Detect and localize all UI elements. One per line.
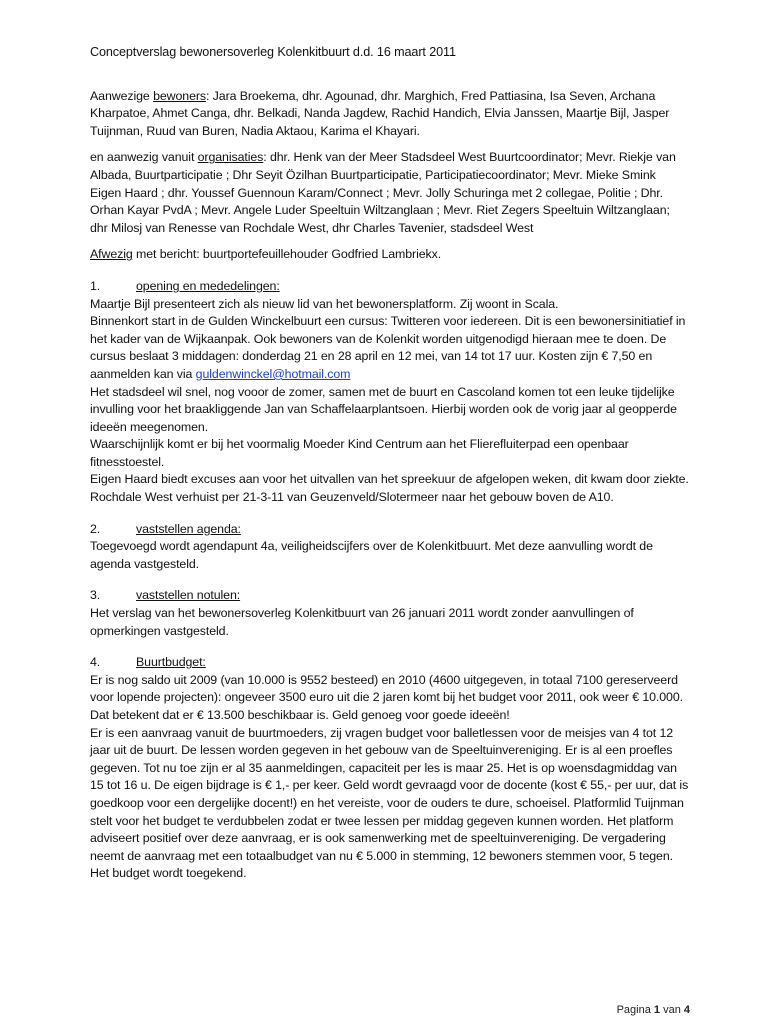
paragraph: Er is nog saldo uit 2009 (van 10.000 is 9552 besteed) en 2010 (4600 uitgegeven, in totaal 7100 gereserveerd voor lopende projecten): ongeveer 3500 euro uit die 2 jaren komt bij het budget voor 2011, ook weer € 10.000. Dat betekent dat er € 13.500 beschikbaar is. Geld genoeg voor goede ideeën! [90,672,683,722]
section-heading [90,654,690,672]
organisations-prefix: en aanwezig vanuit [90,150,198,165]
footer-page-total: 4 [683,1004,690,1016]
section-number: 3. [90,588,101,603]
paragraph: Toegevoegd wordt agendapunt 4a, veiligheidscijfers over de Kolenkitbuurt. Met deze aanvulling wordt de agenda vastgesteld. [90,539,653,571]
attendees-prefix: Aanwezige [90,88,154,103]
absent-text: met bericht: buurtportefeuillehouder Godfried Lambriekx. [132,247,442,262]
section-title: opening en mededelingen [136,278,277,293]
section-title: vaststellen agenda [136,521,238,536]
absent-label: Afwezig [90,247,133,262]
section-body [90,672,690,883]
section-number: 1. [90,278,101,293]
section-heading [90,278,690,296]
paragraph: Waarschijnlijk komt er bij het voormalig Moeder Kind Centrum aan het Flierefluiterpad een openbaar fitnesstoestel. [90,437,629,469]
paragraph: Maartje Bijl presenteert zich als nieuw lid van het bewonersplatform. Zij woont in Scala. [90,296,559,311]
paragraph [90,313,690,383]
paragraph: Het verslag van het bewonersoverleg Kolenkitbuurt van 26 januari 2011 wordt zonder aanvullingen of opmerkingen vastgesteld. [90,606,634,638]
attendees-label: bewoners [153,88,206,103]
section-number: 2. [90,521,101,536]
section-body [90,538,690,573]
organisations-paragraph [90,149,690,237]
paragraph: Er is een aanvraag vanuit de buurtmoeders, zij vragen budget voor balletlessen voor de meisjes van 4 tot 12 jaar uit de buurt. De lessen worden gegeven in het gebouw van de Speeltuinvereniging. Er is al een proefles gegeven. Tot nu toe zijn er al 35 aanmeldingen, capaciteit per les is maar 25. Het is op woensdagmiddag van 15 tot 16 u. De eigen bijdrage is € 1,- per keer. Geld wordt gevraagd voor de docente (kost € 55,- per uur, dat is goedkoop voor een dergelijke docent!) en het vereiste, voor de ouders te dure, schoeisel. Platformlid Tuijnman stelt voor het budget te verdubbelen zodat er twee lessen per middag gegeven kunnen worden. Het platform adviseert positief over deze aanvraag, er is ook samenwerking met de speeltuinvereniging. De vergadering neemt de aanvraag met een totaalbudget van nu € 5.000 in stemming, 12 bewoners stemmen voor, 5 tegen. Het budget wordt toegekend. [90,725,689,881]
footer-page-number: 1 [653,1004,661,1016]
absent-paragraph [90,246,690,264]
section-title-suffix: : [202,655,206,670]
document-title: Conceptverslag bewonersoverleg Kolenkitbuurt d.d. 16 maart 2011 [90,45,456,59]
paragraph-text: Binnenkort start in de Gulden Winckelbuurt een cursus: Twitteren voor iedereen. Dit is een bewonersinitiatief in het kader van de Wijkaanpak. Ook bewoners van de Kolenkit worden uitgenodigd hieraan mee te doen. De cursus beslaat 3 middagen: donderdag 21 en 28 april en 12 mei, van 14 tot 17 uur. Kosten zijn € 7,50 en aanmelden kan via [90,314,686,381]
section-opening [90,278,690,507]
footer-middle: van [660,1004,684,1016]
section-agenda [90,521,690,574]
paragraph: Rochdale West verhuist per 21-3-11 van Geuzenveld/Slotermeer naar het gebouw boven de A10. [90,490,614,505]
page-footer [600,1004,690,1016]
section-title-suffix: : [237,521,241,536]
section-body [90,296,690,507]
section-budget [90,654,690,883]
section-heading [90,587,690,605]
email-link[interactable]: guldenwinckel@hotmail.com [195,366,351,381]
section-number: 4. [90,655,101,670]
section-heading [90,521,690,539]
section-body [90,605,690,640]
document-body [90,44,690,897]
organisations-list: : dhr. Henk van der Meer Stadsdeel West Buurtcoordinator; Mevr. Riekje van Albada, Buurtparticipatie ; Dhr Seyit Özilhan Buurtparticipatie, Participatiecoordinator; Mevr. Mieke Smink Eigen Haard ; dhr. Youssef Guennoun Karam/Connect ; Mevr. Jolly Schuringa met 2 collegae, Politie ; Dhr. Orhan Kayar PvdA ; Mevr. Angele Luder Speeltuin Wiltzanglaan ; Mevr. Riet Zegers Speeltuin Wiltzanglaan; dhr Milosj van Renesse van Rochdale West, dhr Charles Tavenier, stadsdeel West [90,150,676,235]
paragraph: Eigen Haard biedt excuses aan voor het uitvallen van het spreekuur de afgelopen weken, dit kwam door ziekte. [90,472,689,487]
organisations-label: organisaties [197,150,264,165]
attendees-list: : Jara Broekema, dhr. Agounad, dhr. Marghich, Fred Pattiasina, Isa Seven, Archana Kharpatoe, Ahmet Canga, dhr. Belkadi, Nanda Jagdew, Rachid Handich, Elvia Janssen, Maartje Bijl, Jasper Tuijnman, Ruud van Buren, Nadia Aktaou, Karima el Khayari. [90,88,670,138]
section-title-suffix: : [276,278,280,293]
footer-prefix: Pagina [616,1004,654,1016]
section-title: vaststellen notulen: [136,588,241,603]
attendees-paragraph [90,88,690,141]
section-minutes [90,587,690,640]
paragraph: Het stadsdeel wil snel, nog vooor de zomer, samen met de buurt en Cascoland komen tot een leuke tijdelijke invulling voor het braakliggende Jan van Schaffelaarplantsoen. Hierbij worden ook de vorig jaar al geopperde ideeën meegenomen. [90,384,677,434]
section-title: Buurtbudget [136,655,203,670]
